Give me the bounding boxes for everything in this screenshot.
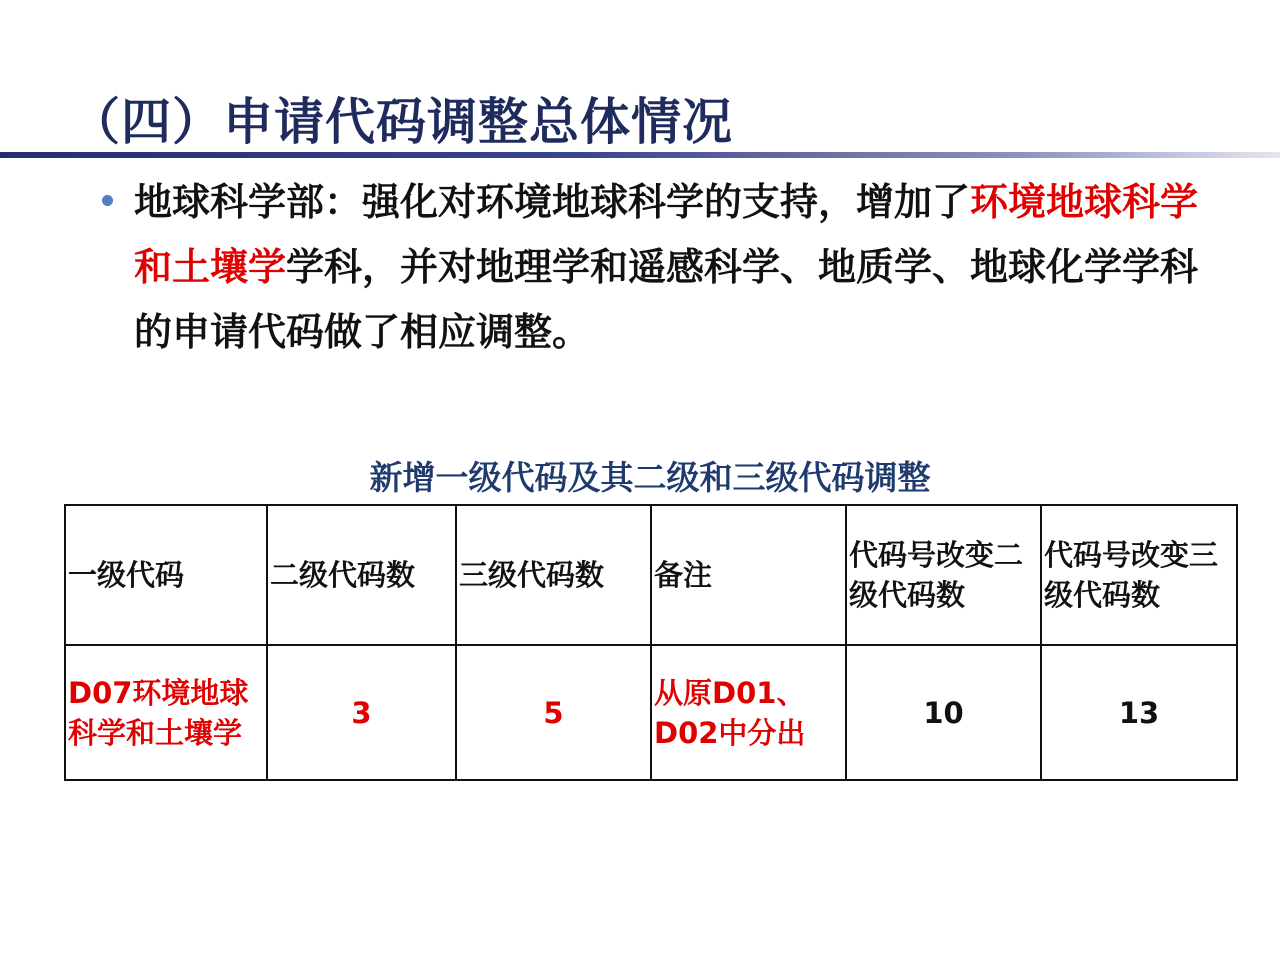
bullet-item xyxy=(102,170,1212,365)
bullet-text-highlight: 环境地球科学和土壤学 xyxy=(134,180,1199,289)
table-header-cell: 备注 xyxy=(651,505,846,645)
code-table xyxy=(64,504,1238,781)
table-header-cell: 三级代码数 xyxy=(456,505,651,645)
table-cell-level1-code: D07环境地球科学和土壤学 xyxy=(65,645,267,780)
bullet-dot-icon xyxy=(102,195,113,206)
table-header-row xyxy=(65,505,1237,645)
table-header-cell: 代码号改变二级代码数 xyxy=(846,505,1041,645)
table-cell-changed-level2: 10 xyxy=(846,645,1041,780)
table-cell-level3-count: 5 xyxy=(456,645,651,780)
table-caption: 新增一级代码及其二级和三级代码调整 xyxy=(369,458,931,497)
table-header-cell: 代码号改变三级代码数 xyxy=(1041,505,1237,645)
table-cell-level2-count: 3 xyxy=(267,645,456,780)
table-header-cell: 二级代码数 xyxy=(267,505,456,645)
bullet-text-part1: 地球科学部：强化对环境地球科学的支持，增加了 xyxy=(134,180,971,224)
table-cell-changed-level3: 13 xyxy=(1041,645,1237,780)
table-cell-note: 从原D01、D02中分出 xyxy=(651,645,846,780)
slide-title: （四）申请代码调整总体情况 xyxy=(70,93,733,151)
table-row xyxy=(65,645,1237,780)
table-header-cell: 一级代码 xyxy=(65,505,267,645)
title-divider xyxy=(0,152,1280,158)
bullet-text xyxy=(134,170,1212,365)
bullet-text-part2: 学科，并对地理学和遥感科学、地质学、地球化学学科的申请代码做了相应调整。 xyxy=(134,245,1199,354)
